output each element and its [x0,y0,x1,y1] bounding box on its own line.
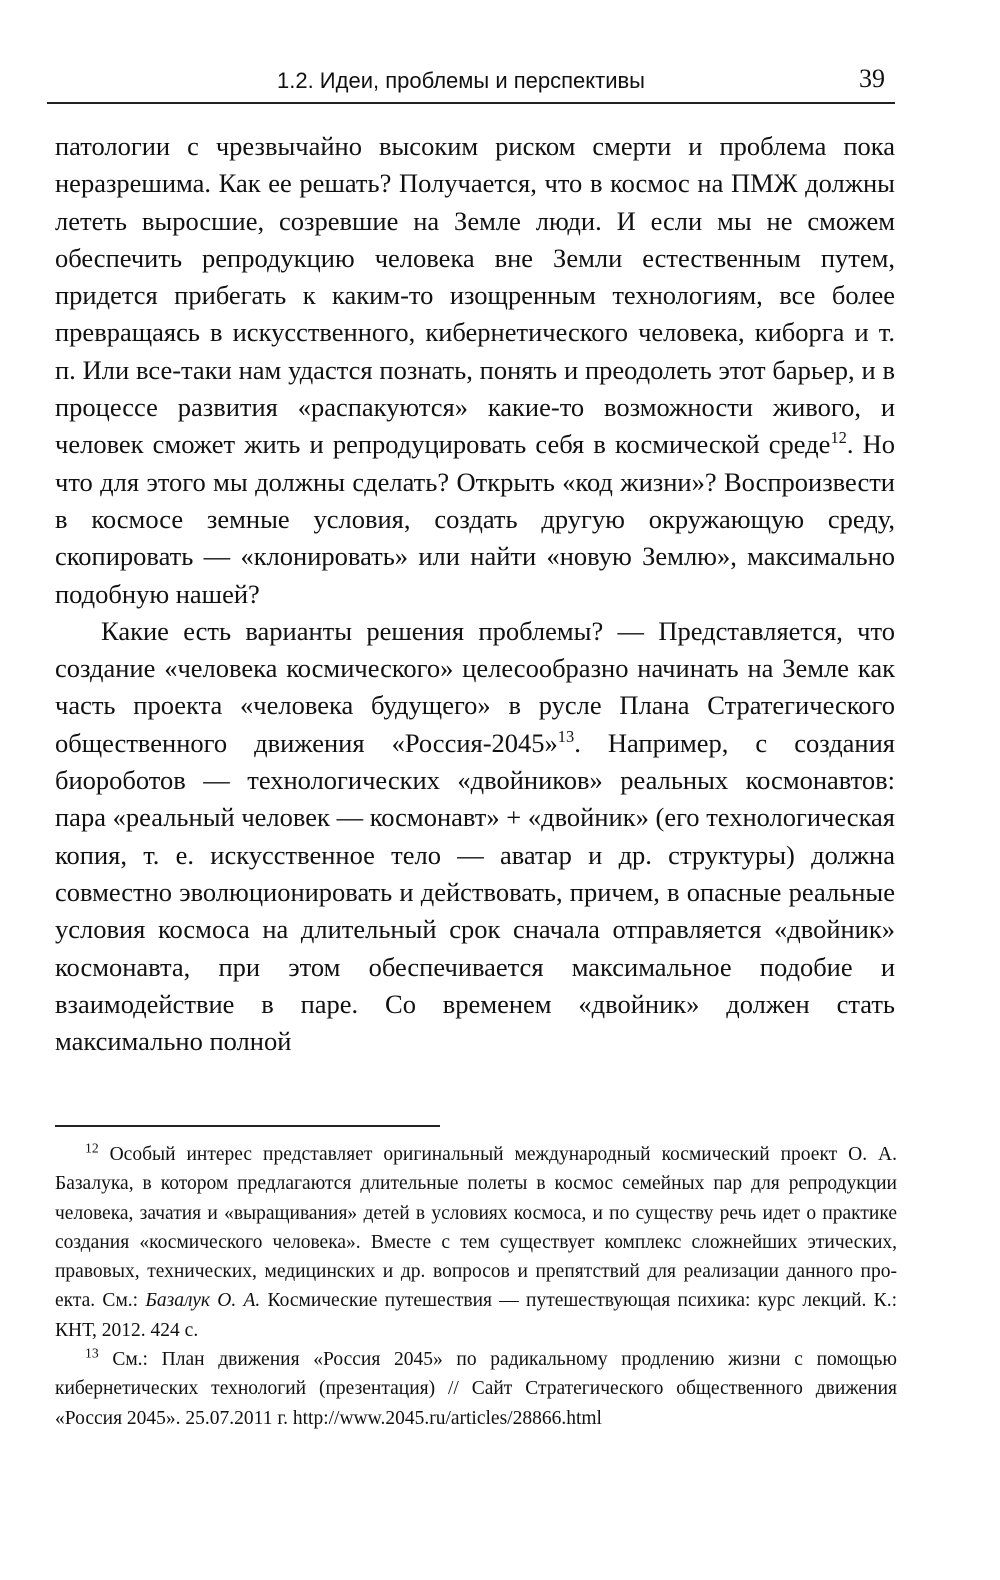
footnote-text: Особый интерес представляет оригинальный международный космический проект О. А. Базалука, в котором предлагаются длительные полеты в космос семейных пар для репродукции человека, зачатия и «выращивания» детей в условиях космоса, и по существу речь идет о практике создания «космического человека». Вместе с тем существует комплекс сложнейших этических, правовых, технических, медицинских и др. вопросов и препятствий для реализации данного проекта. См.: [55,1144,897,1312]
header-rule [47,102,895,104]
footnote-ref-13: 13 [557,726,575,746]
footnote-text: См.: План движения «Россия 2045» по радикальному продлению жизни с помощью кибернетических технологий (презентация) // Сайт Стратегического общественного движения «Россия 2045». 25.07.2011 г. http://www.2045.ru/articles/28866.html [55,1349,897,1429]
footnote-rule [55,1125,440,1127]
paragraph-2-part-a: Какие есть варианты решения проблемы? — Представляется, что создание «человека космического» целесообразно начинать на Земле как часть проекта «человека будущего» в русле Плана Стратегического общественного движения «Россия-2045» [55,615,895,758]
footnote-13 [55,1345,897,1433]
main-text [55,128,895,1060]
paragraph-1 [55,128,895,613]
footnote-12 [55,1140,897,1345]
running-header [47,58,895,94]
section-title: 1.2. Идеи, проблемы и перспективы [277,68,645,93]
paragraph-2 [55,613,895,1061]
footnote-ref-12: 12 [830,428,847,448]
footnotes [55,1140,897,1433]
footnote-author: Базалук О. А. [145,1290,261,1312]
paragraph-2-part-b: . Например, с создания биороботов — технологических «двойников» реальных космонавтов: пара «реальный человек — космонавт» + «двойник» (его технологическая копия, т. е. искусственное тело — аватар и др. структуры) должна совместно эволюционировать и действовать, причем, в опасные реальные условия космоса на длительный срок сначала отправляется «двойник» космонавта, при этом обеспечивается максимальное подобие и взаимодействие в паре. Со временем «двойник» должен стать максимально полной [55,727,895,1057]
paragraph-1-part-b: . Но что для этого мы должны сделать? Открыть «код жизни»? Воспроизвести в космосе земные условия, создать другую окружающую среду, скопировать — «клонировать» или найти «новую Землю», максимально подобную нашей? [55,429,895,609]
page-number: 39 [859,64,885,93]
footnote-text: Космические путешествия — путешествующая психика: курс лекций. К.: КНТ, 2012. 424 с. [55,1290,897,1341]
footnote-mark: 13 [85,1345,99,1361]
footnote-mark: 12 [85,1140,99,1156]
paragraph-1-part-a: патологии с чрезвычайно высоким риском смерти и проблема пока неразрешима. Как ее решать? Получается, что в космос на ПМЖ должны лететь выросшие, созревшие на Земле люди. И если мы не сможем обеспечить репродукцию человека вне Земли естественным путем, придется прибегать к каким-то изощренным технологиям, все более превращаясь в искусственного, кибернетического человека, киборга и т. п. Или все-таки нам удастся познать, понять и преодолеть этот барьер, и в процессе развития «распакуются» какие-то возможности живого, и человек сможет жить и репродуцировать себя в космической среде [55,131,895,460]
